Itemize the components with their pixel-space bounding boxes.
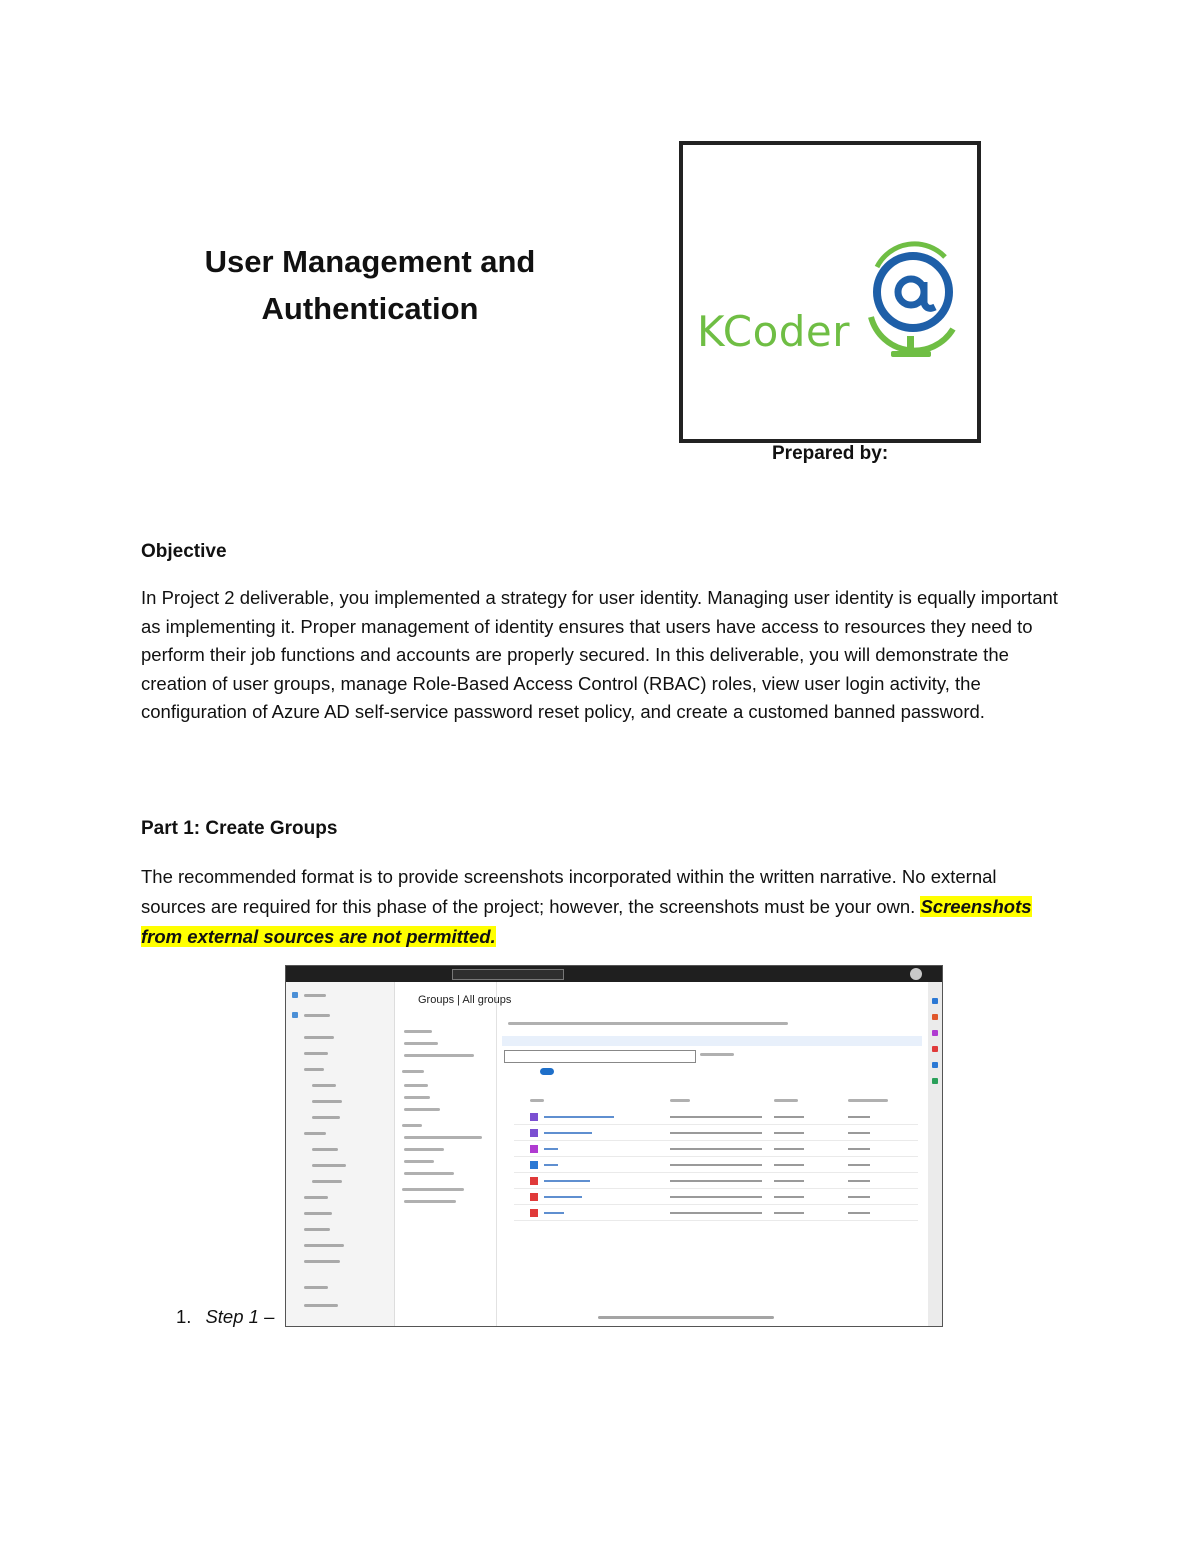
- nav-item: [304, 1228, 330, 1231]
- step-text: Step 1 –: [205, 1306, 275, 1327]
- table-row: [514, 1174, 918, 1189]
- row-cell: [848, 1116, 870, 1118]
- rail-icon: [932, 1014, 938, 1020]
- menu-item: [404, 1200, 456, 1203]
- row-cell: [670, 1116, 762, 1118]
- row-cell: [774, 1212, 804, 1214]
- title-line-1: User Management and: [204, 244, 536, 279]
- menu-item: [404, 1096, 430, 1099]
- table-row: [514, 1190, 918, 1205]
- group-icon: [530, 1113, 538, 1121]
- avatar: [910, 968, 922, 980]
- step-number: 1.: [176, 1306, 192, 1327]
- nav-item: [312, 1148, 338, 1151]
- menu-item: [404, 1148, 444, 1151]
- row-name: [544, 1116, 614, 1118]
- row-cell: [670, 1180, 762, 1182]
- nav-item: [312, 1164, 346, 1167]
- column-header: [774, 1099, 798, 1102]
- menu-item: [404, 1160, 434, 1163]
- row-cell: [774, 1196, 804, 1198]
- nav-item: [304, 1014, 330, 1017]
- menu-item: [402, 1124, 422, 1127]
- nav-item: [312, 1100, 342, 1103]
- portal-group-menu: [396, 982, 497, 1326]
- group-icon: [530, 1177, 538, 1185]
- rail-icon: [932, 1030, 938, 1036]
- part1-highlight: Screenshots from external sources are not permitted.: [141, 896, 1032, 947]
- nav-item: [304, 1068, 324, 1071]
- toolbar: [508, 1022, 788, 1025]
- part1-paragraph: [141, 862, 1041, 952]
- row-cell: [848, 1212, 870, 1214]
- filter-button: [700, 1053, 734, 1056]
- kcoder-logo: [679, 141, 981, 443]
- column-header: [530, 1099, 544, 1102]
- title-line-2: Authentication: [261, 291, 479, 326]
- nav-item: [312, 1116, 340, 1119]
- portal-topbar: [286, 966, 942, 982]
- row-cell: [848, 1196, 870, 1198]
- portal-page-title: Groups | All groups: [418, 994, 512, 1006]
- menu-item: [402, 1188, 464, 1191]
- preview-toggle: [540, 1068, 554, 1075]
- portal-search-box: [452, 969, 564, 980]
- menu-item: [404, 1108, 440, 1111]
- group-icon: [530, 1209, 538, 1217]
- nav-item: [304, 1286, 328, 1289]
- group-icon: [530, 1145, 538, 1153]
- menu-item: [404, 1136, 482, 1139]
- row-cell: [774, 1132, 804, 1134]
- part1-body: The recommended format is to provide screenshots incorporated within the written narrative. No external sources are required for this phase of the project; however, the screenshots must be your own.: [141, 866, 997, 917]
- table-row: [514, 1142, 918, 1157]
- table-row: [514, 1206, 918, 1221]
- rail-icon: [932, 1046, 938, 1052]
- search-field: [504, 1050, 696, 1063]
- row-name: [544, 1148, 558, 1150]
- embedded-screenshot: [285, 965, 943, 1327]
- row-name: [544, 1164, 558, 1166]
- row-cell: [848, 1164, 870, 1166]
- nav-item: [312, 1084, 336, 1087]
- at-globe-icon: [853, 237, 963, 367]
- table-row: [514, 1110, 918, 1125]
- nav-item: [304, 1260, 340, 1263]
- favorites-icon: [292, 1012, 298, 1018]
- nav-item: [304, 1196, 328, 1199]
- prepared-by-label: Prepared by:: [772, 443, 889, 464]
- row-cell: [774, 1180, 804, 1182]
- menu-item: [404, 1054, 474, 1057]
- column-header: [670, 1099, 690, 1102]
- row-cell: [670, 1212, 762, 1214]
- nav-item: [304, 994, 326, 997]
- portal-right-rail: [928, 982, 942, 1326]
- row-name: [544, 1212, 564, 1214]
- nav-item: [304, 1132, 326, 1135]
- row-cell: [774, 1164, 804, 1166]
- table-row: [514, 1126, 918, 1141]
- row-name: [544, 1180, 590, 1182]
- group-icon: [530, 1161, 538, 1169]
- nav-item: [304, 1244, 344, 1247]
- row-cell: [848, 1180, 870, 1182]
- rail-icon: [932, 1062, 938, 1068]
- menu-item: [404, 1084, 428, 1087]
- row-cell: [774, 1148, 804, 1150]
- nav-item: [304, 1212, 332, 1215]
- row-cell: [848, 1132, 870, 1134]
- home-icon: [292, 992, 298, 998]
- column-header: [848, 1099, 888, 1102]
- rail-icon: [932, 998, 938, 1004]
- row-cell: [670, 1148, 762, 1150]
- step-1: [176, 1306, 274, 1328]
- table-row: [514, 1158, 918, 1173]
- menu-item: [404, 1042, 438, 1045]
- nav-item: [304, 1304, 338, 1307]
- row-cell: [774, 1116, 804, 1118]
- row-cell: [848, 1148, 870, 1150]
- menu-item: [404, 1172, 454, 1175]
- group-icon: [530, 1193, 538, 1201]
- portal-left-nav: [286, 982, 395, 1326]
- row-cell: [670, 1164, 762, 1166]
- info-banner: [502, 1036, 922, 1046]
- logo-text: KCoder: [697, 307, 851, 356]
- row-name: [544, 1196, 582, 1198]
- horizontal-scrollbar: [598, 1316, 774, 1319]
- nav-item: [312, 1180, 342, 1183]
- row-cell: [670, 1196, 762, 1198]
- objective-paragraph: In Project 2 deliverable, you implemented a strategy for user identity. Managing user identity is equally important as implementing it. Proper management of identity ensures that users have access to resources they need to perform their job functions and accounts are properly secured. In this deliverable, you will demonstrate the creation of user groups, manage Role-Based Access Control (RBAC) roles, view user login activity, the configuration of Azure AD self-service password reset policy, and create a customed banned password.: [141, 587, 1058, 723]
- row-name: [544, 1132, 592, 1134]
- group-icon: [530, 1129, 538, 1137]
- menu-item: [404, 1030, 432, 1033]
- part1-heading: Part 1: Create Groups: [141, 818, 338, 839]
- row-cell: [670, 1132, 762, 1134]
- document-title: [160, 238, 580, 332]
- rail-icon: [932, 1078, 938, 1084]
- nav-item: [304, 1052, 328, 1055]
- objective-heading: Objective: [141, 541, 227, 562]
- nav-item: [304, 1036, 334, 1039]
- menu-item: [402, 1070, 424, 1073]
